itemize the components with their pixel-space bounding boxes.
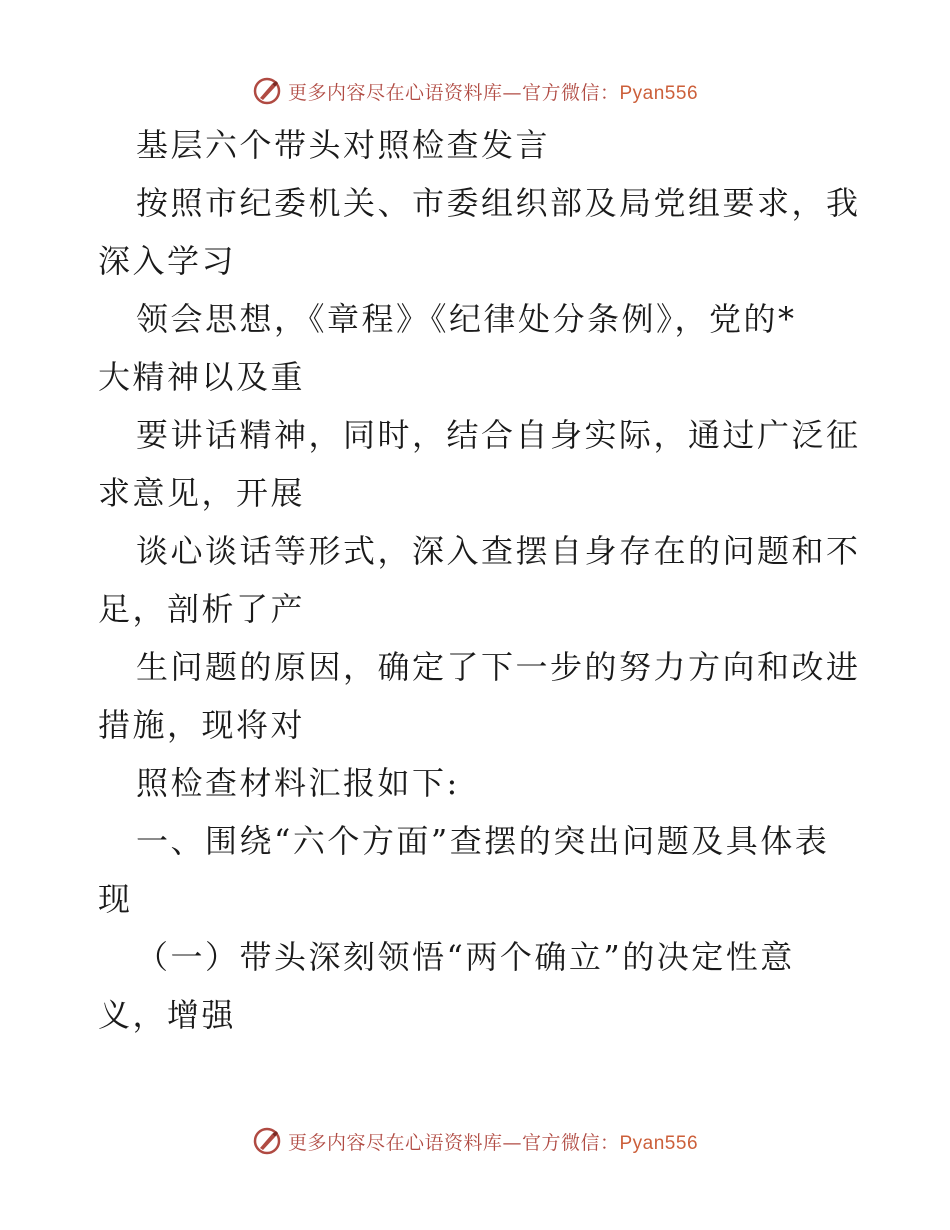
document-body	[98, 116, 861, 1044]
paragraph-line: 措施，现将对	[98, 706, 306, 744]
subsection-heading: （一）带头深刻领悟“两个确立”的决定性意	[136, 938, 795, 976]
subsection-heading-continued: 义，增强	[98, 996, 237, 1034]
paragraph-line: 足，剖析了产	[98, 590, 306, 628]
paragraph-line: 生问题的原因，确定了下一步的努力方向和改进	[136, 648, 861, 686]
section-heading: 一、围绕“六个方面”查摆的突出问题及具体表	[136, 822, 830, 860]
pen-nib-seal-icon	[252, 1126, 282, 1156]
paragraph-line: 谈心谈话等形式，深入查摆自身存在的问题和不	[136, 532, 861, 570]
watermark-text: 更多内容尽在心语资料库—官方微信：Pyan556	[287, 81, 699, 104]
paragraph-line: 领会思想，《章程》《纪律处分条例》，党的*	[136, 300, 797, 338]
paragraph-line: 要讲话精神，同时，结合自身实际，通过广泛征	[136, 416, 861, 454]
paragraph-line: 大精神以及重	[98, 358, 306, 396]
header-watermark	[0, 71, 950, 111]
watermark-text: 更多内容尽在心语资料库—官方微信：Pyan556	[287, 1131, 699, 1154]
footer-watermark	[0, 1121, 950, 1161]
document-title: 基层六个带头对照检查发言	[136, 126, 551, 164]
paragraph-line: 求意见，开展	[98, 474, 306, 512]
pen-nib-seal-icon	[252, 76, 282, 106]
paragraph-line: 深入学习	[98, 242, 237, 280]
section-heading-continued: 现	[98, 880, 133, 918]
paragraph-line: 按照市纪委机关、市委组织部及局党组要求，我	[136, 184, 861, 222]
paragraph-line: 照检查材料汇报如下:	[136, 764, 460, 802]
